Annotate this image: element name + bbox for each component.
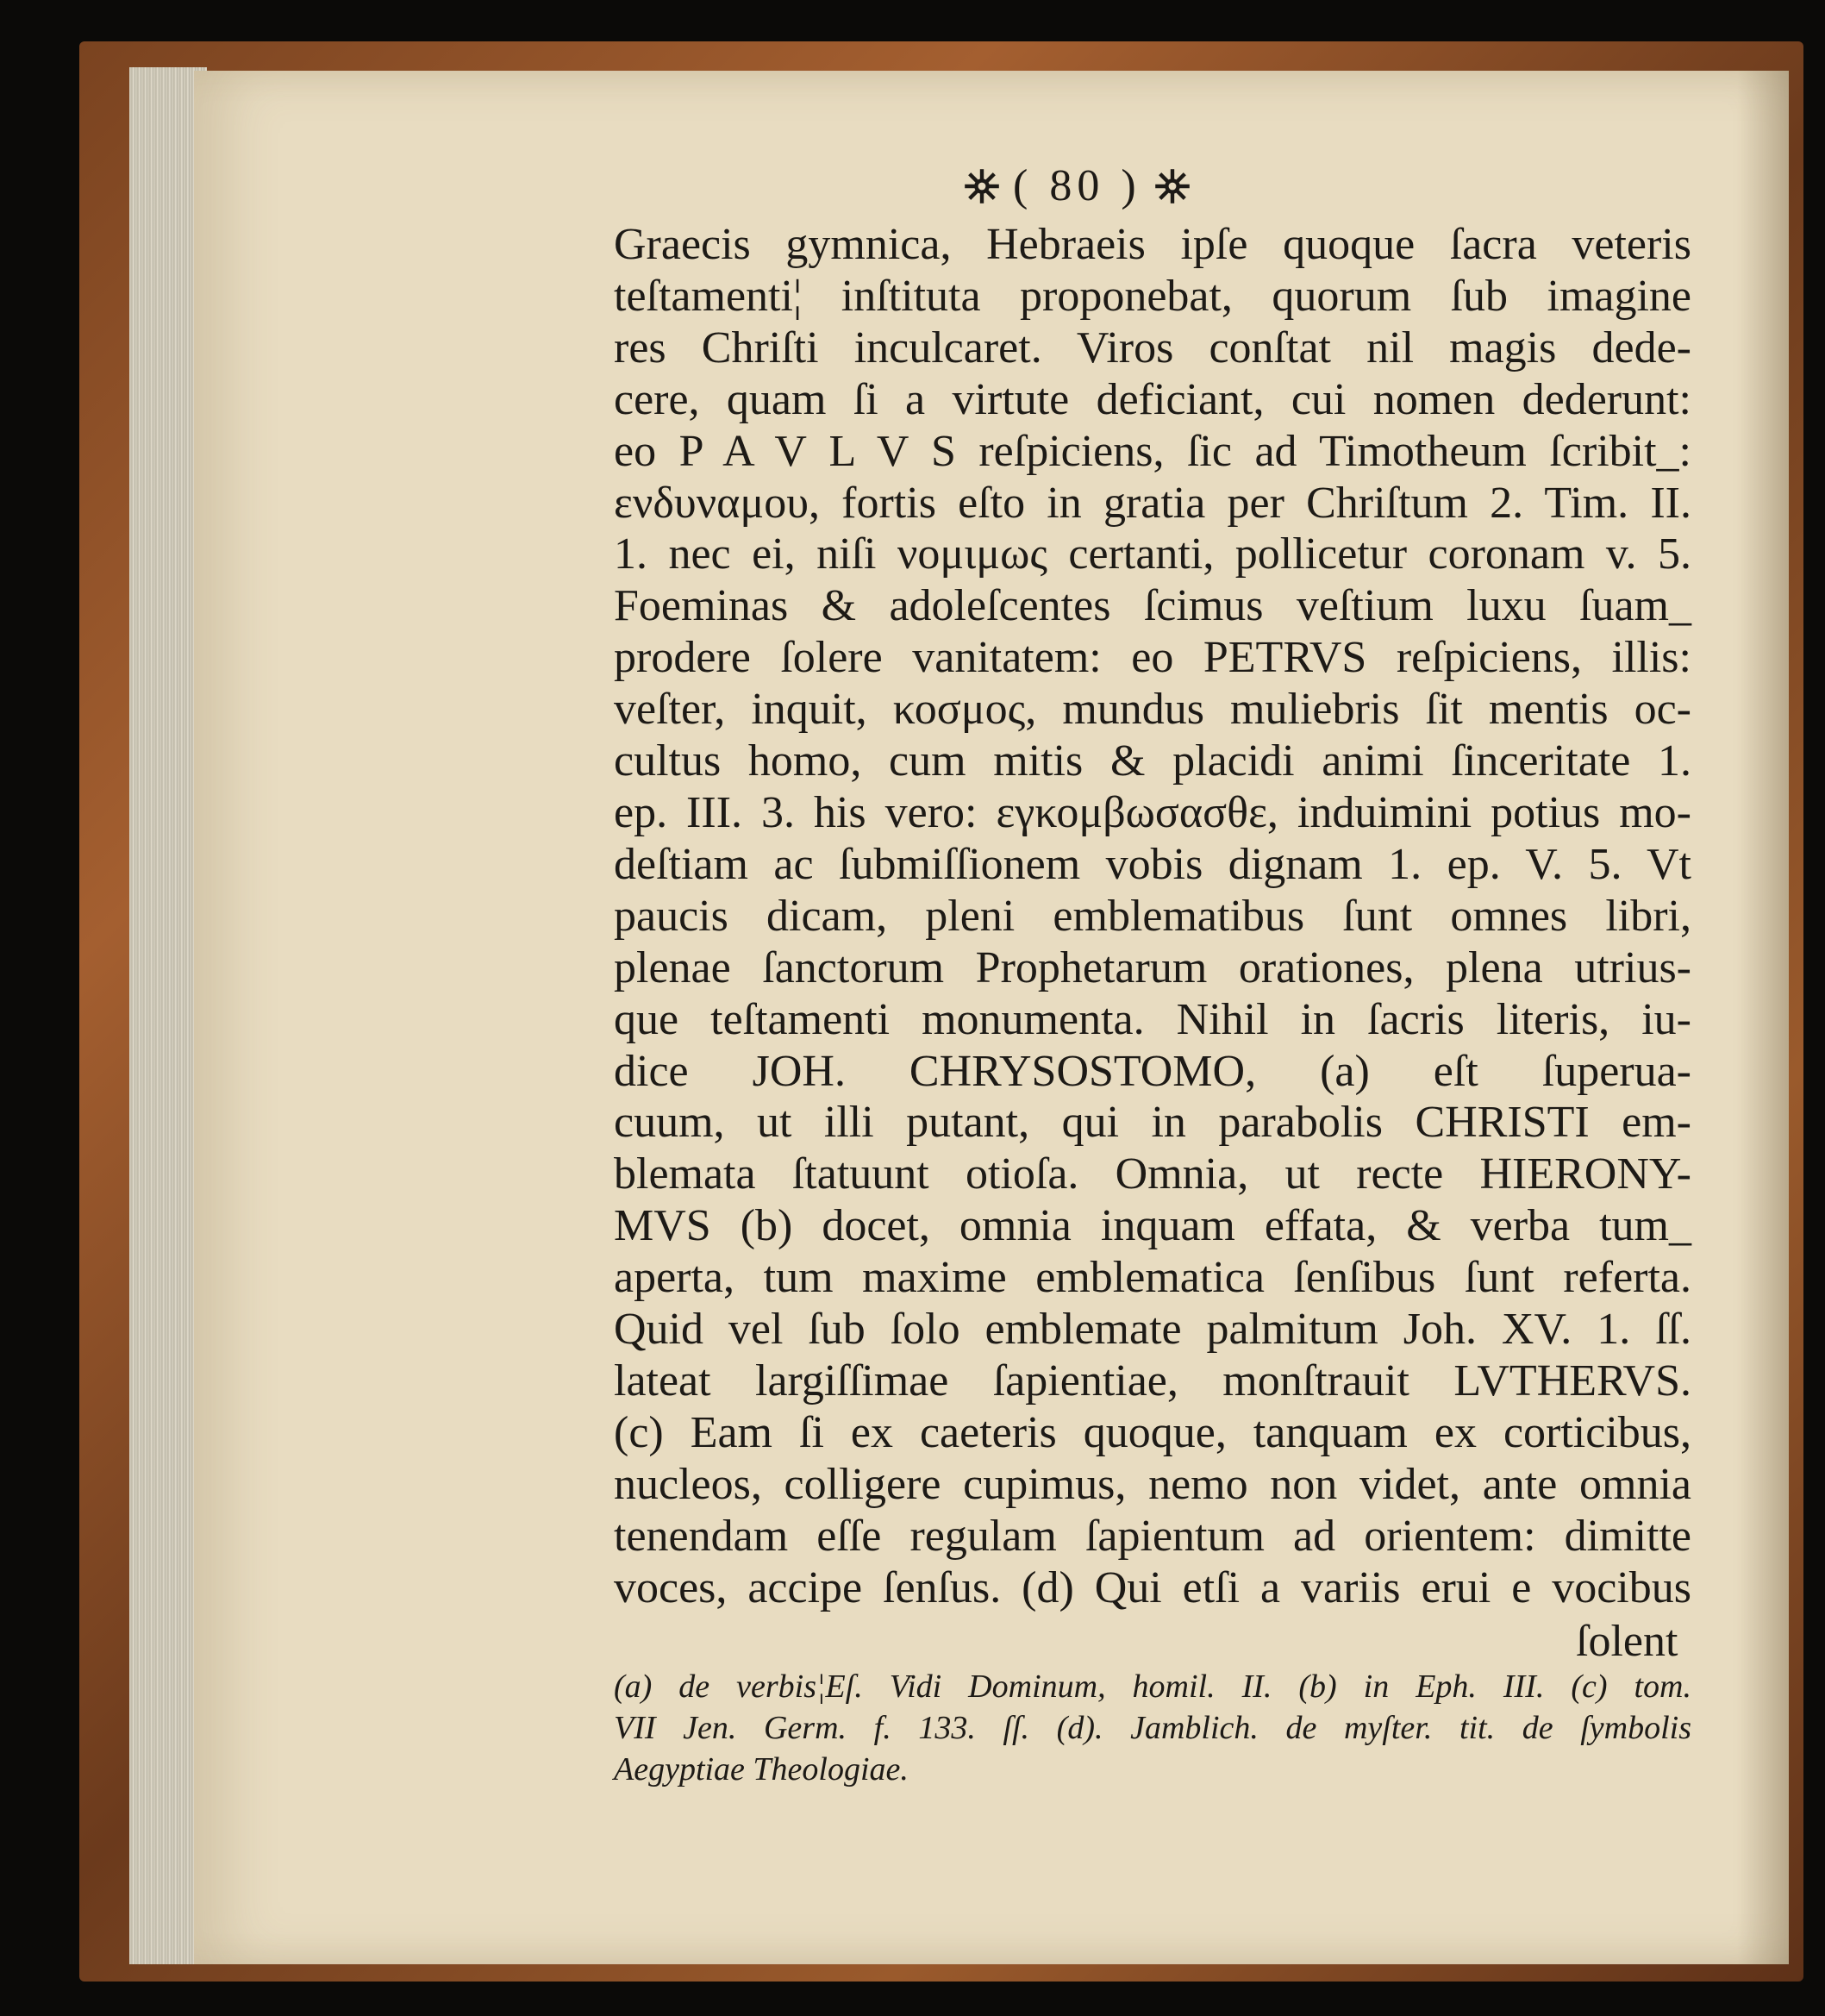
text-line: nucleos, colligere cupimus, nemo non videt, ante omnia [614,1459,1691,1509]
footnote-line: (a) de verbis¦Eſ. Vidi Dominum, homil. II. (b) in Eph. III. (c) tom. [614,1669,1691,1705]
text-line: cere, quam ſi a virtute deficiant, cui nomen dederunt: [614,374,1691,424]
page-header [963,160,1191,211]
text-line: 1. nec ei, niſi νομιμως certanti, pollicetur coronam v. 5. [614,529,1691,579]
text-line: paucis dicam, pleni emblematibus ſunt omnes libri, [614,891,1691,941]
text-line: blemata ſtatuunt otioſa. Omnia, ut recte HIERONY- [614,1149,1691,1199]
text-line: prodere ſolere vanitatem: eo PETRVS reſpiciens, illis: [614,633,1691,683]
text-line: tenendam eſſe regulam ſapientum ad orientem: dimitte [614,1511,1691,1561]
text-line: eo P A V L V S reſpiciens, ſic ad Timotheum ſcribit_: [614,426,1691,476]
body-text [614,219,1691,1613]
text-line: res Chriſti inculcaret. Viros conſtat nil magis dede- [614,322,1691,373]
ornament-right-icon [1153,167,1191,205]
text-line: que teſtamenti monumenta. Nihil in ſacris literis, iu- [614,994,1691,1044]
footnote-line: VII Jen. Germ. f. 133. ſſ. (d). Jamblich. de myſter. tit. de ſymbolis [614,1710,1691,1746]
text-line: voces, accipe ſenſus. (d) Qui etſi a variis erui e vocibus [614,1562,1691,1612]
text-line: Quid vel ſub ſolo emblemate palmitum Joh. XV. 1. ſſ. [614,1305,1691,1355]
text-line: (c) Eam ſi ex caeteris quoque, tanquam ex corticibus, [614,1407,1691,1457]
text-line: cuum, ut illi putant, qui in parabolis CHRISTI em- [614,1098,1691,1148]
text-line: Foeminas & adoleſcentes ſcimus veſtium luxu ſuam_ [614,581,1691,631]
text-line: cultus homo, cum mitis & placidi animi ſinceritate 1. [614,736,1691,786]
footnotes [614,1666,1691,1790]
text-line: teſtamenti¦ inſtituta proponebat, quorum ſub imagine [614,271,1691,321]
text-line: ενδυναμου, fortis eſto in gratia per Chriſtum 2. Tim. II. [614,478,1691,528]
text-line: dice JOH. CHRYSOSTOMO, (a) eſt ſuperua- [614,1046,1691,1096]
text-line: veſter, inquit, κοσμος, mundus muliebris ſit mentis oc- [614,685,1691,735]
page-number: ( 80 ) [1013,161,1141,210]
text-line: lateat largiſſimae ſapientiae, monſtrauit LVTHERVS. [614,1355,1691,1406]
text-line: aperta, tum maxime emblematica ſenſibus ſunt referta. [614,1253,1691,1303]
text-line: ep. III. 3. his vero: εγκομβωσασθε, induimini potius mo- [614,787,1691,837]
footnote-line: Aegyptiae Theologiae. [614,1751,909,1787]
text-line: Graecis gymnica, Hebraeis ipſe quoque ſacra veteris [614,220,1691,269]
text-line: plenae ſanctorum Prophetarum orationes, plena utrius- [614,942,1691,992]
catchword: ſolent [1576,1617,1678,1666]
ornament-left-icon [963,167,1001,205]
page-gutter-shadow [1737,71,1789,1964]
text-line: deſtiam ac ſubmiſſionem vobis dignam 1. ep. V. 5. Vt [614,839,1691,889]
text-line: MVS (b) docet, omnia inquam effata, & verba tum_ [614,1201,1691,1251]
